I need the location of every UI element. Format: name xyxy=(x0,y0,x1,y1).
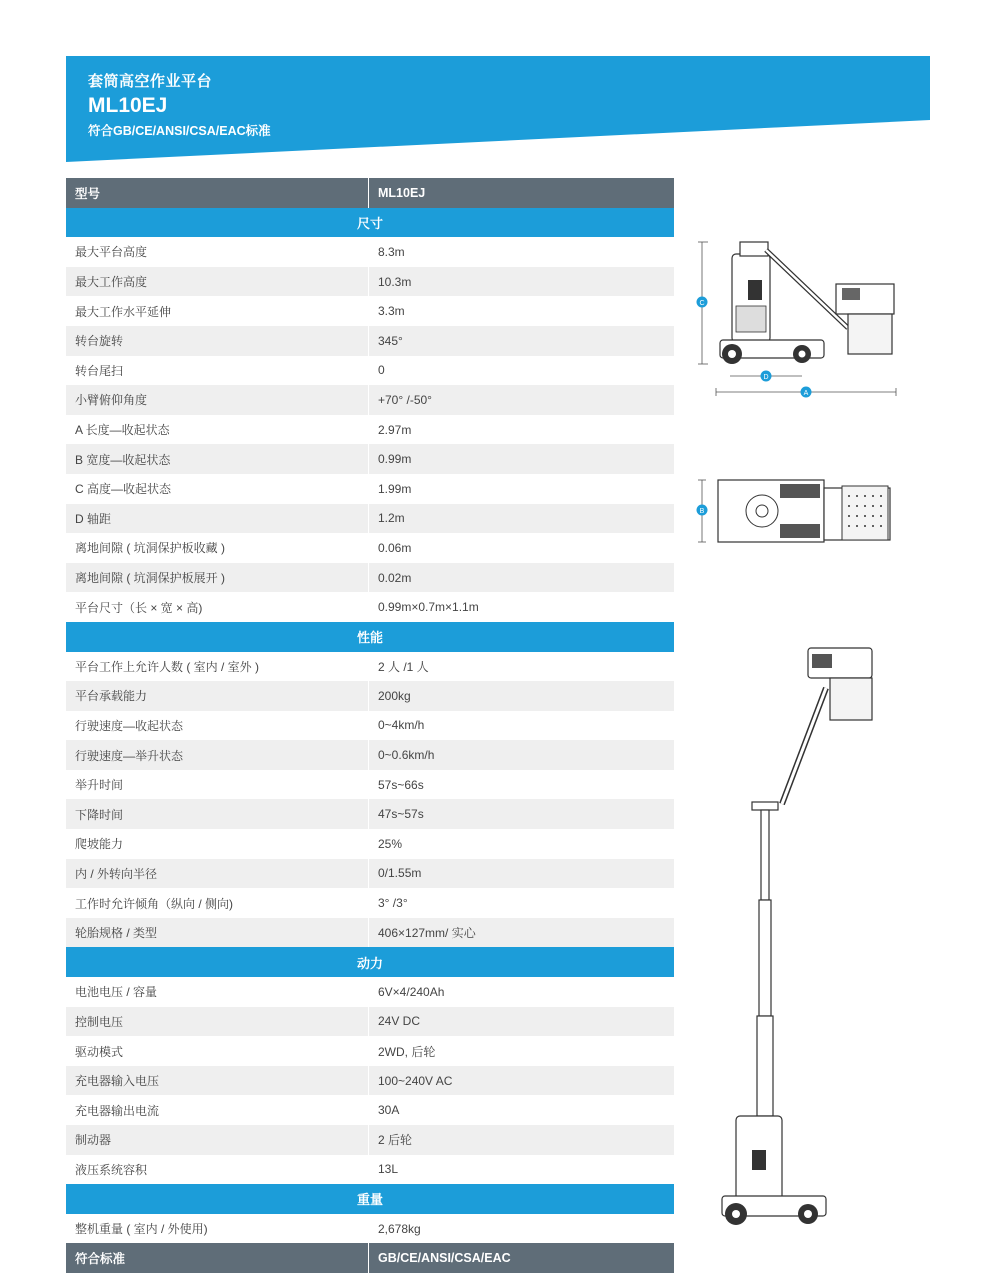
table-row xyxy=(66,326,674,356)
table-row xyxy=(66,888,674,918)
table-row xyxy=(66,652,674,682)
spec-label: 充电器输入电压 xyxy=(66,1066,369,1096)
spec-label: D 轴距 xyxy=(66,504,369,534)
table-row xyxy=(66,356,674,386)
spec-value: 0 xyxy=(378,363,385,378)
table-row xyxy=(66,1007,674,1037)
spec-value: 1.2m xyxy=(378,511,405,526)
spec-label: 爬坡能力 xyxy=(66,829,369,859)
product-model: ML10EJ xyxy=(88,94,168,117)
table-row xyxy=(66,444,674,474)
spec-value: 1.99m xyxy=(378,481,412,496)
spec-label: 平台尺寸（长 × 宽 × 高) xyxy=(66,592,369,622)
spec-value: 0~4km/h xyxy=(378,718,425,733)
spec-value: 13L xyxy=(378,1162,399,1177)
table-row xyxy=(66,740,674,770)
section-title: 尺寸 xyxy=(66,208,674,238)
spec-value: 345° xyxy=(378,333,403,348)
spec-value: 2,678kg xyxy=(378,1221,421,1236)
header-label: 型号 xyxy=(66,178,369,208)
table-row xyxy=(66,267,674,297)
marker-d-label: D xyxy=(763,374,769,381)
header-value: ML10EJ xyxy=(378,185,426,200)
spec-label: 驱动模式 xyxy=(66,1036,369,1066)
spec-label: A 长度—收起状态 xyxy=(66,415,369,445)
spec-value: 0.99m xyxy=(378,452,412,467)
table-row xyxy=(66,1214,674,1244)
spec-value: 2WD, 后轮 xyxy=(378,1044,436,1059)
marker-b-label: B xyxy=(699,508,705,515)
table-row xyxy=(66,592,674,622)
spec-value: 2 后轮 xyxy=(378,1133,413,1148)
section-title: 动力 xyxy=(66,947,674,977)
table-row xyxy=(66,296,674,326)
spec-label: 轮胎规格 / 类型 xyxy=(66,918,369,948)
spec-value: 0.06m xyxy=(378,540,412,555)
section-title: 性能 xyxy=(66,622,674,652)
table-row xyxy=(66,977,674,1007)
spec-label: 内 / 外转向半径 xyxy=(66,859,369,889)
table-row xyxy=(66,799,674,829)
table-row xyxy=(66,770,674,800)
table-row xyxy=(66,474,674,504)
spec-value: 47s~57s xyxy=(378,807,424,822)
table-row xyxy=(66,1095,674,1125)
table-row xyxy=(66,533,674,563)
spec-value: 0.02m xyxy=(378,570,412,585)
marker-c-label: C xyxy=(699,300,705,307)
spec-label: 行驶速度—举升状态 xyxy=(66,740,369,770)
spec-label: 平台承载能力 xyxy=(66,681,369,711)
spec-label: 工作时允许倾角（纵向 / 侧向) xyxy=(66,888,369,918)
spec-value: 406×127mm/ 实心 xyxy=(378,926,476,941)
spec-label: 充电器输出电流 xyxy=(66,1095,369,1125)
table-row xyxy=(66,711,674,741)
table-row xyxy=(66,504,674,534)
table-row xyxy=(66,1036,674,1066)
table-row xyxy=(66,385,674,415)
spec-label: 平台工作上允许人数 ( 室内 / 室外 ) xyxy=(66,652,369,682)
spec-value: 0.99m×0.7m×1.1m xyxy=(378,600,479,615)
spec-label: 离地间隙 ( 坑洞保护板收藏 ) xyxy=(66,533,369,563)
table-row xyxy=(66,1155,674,1185)
spec-label: 下降时间 xyxy=(66,799,369,829)
spec-label: 液压系统容积 xyxy=(66,1155,369,1185)
spec-label: 整机重量 ( 室内 / 外使用) xyxy=(66,1214,369,1244)
spec-label: 转台尾扫 xyxy=(66,356,369,386)
spec-value: 2.97m xyxy=(378,422,412,437)
spec-value: 57s~66s xyxy=(378,777,424,792)
spec-value: 10.3m xyxy=(378,274,412,289)
spec-label: 制动器 xyxy=(66,1125,369,1155)
marker-a-label: A xyxy=(803,390,809,397)
table-row xyxy=(66,415,674,445)
spec-label: C 高度—收起状态 xyxy=(66,474,369,504)
spec-value: 0/1.55m xyxy=(378,866,422,881)
table-row xyxy=(66,563,674,593)
spec-value: 100~240V AC xyxy=(378,1073,453,1088)
footer-label: 符合标准 xyxy=(66,1243,369,1273)
top-view-drawing xyxy=(694,476,894,546)
table-row xyxy=(66,918,674,948)
title-banner xyxy=(66,56,930,162)
spec-value: +70° /-50° xyxy=(378,392,432,407)
spec-value: 8.3m xyxy=(378,244,405,259)
spec-value: 3° /3° xyxy=(378,896,408,911)
table-row xyxy=(66,681,674,711)
spec-label: 行驶速度—收起状态 xyxy=(66,711,369,741)
spec-label: 举升时间 xyxy=(66,770,369,800)
spec-value: 0~0.6km/h xyxy=(378,748,435,763)
spec-value: 2 人 /1 人 xyxy=(378,659,429,674)
table-row xyxy=(66,237,674,267)
spec-value: 6V×4/240Ah xyxy=(378,984,445,999)
side-view-drawing xyxy=(696,236,902,404)
table-row xyxy=(66,1066,674,1096)
product-standards: 符合GB/CE/ANSI/CSA/EAC标准 xyxy=(88,124,271,138)
spec-label: 控制电压 xyxy=(66,1007,369,1037)
spec-value: 200kg xyxy=(378,688,411,703)
spec-label: 离地间隙 ( 坑洞保护板展开 ) xyxy=(66,563,369,593)
extended-view-drawing xyxy=(714,644,884,1236)
spec-table xyxy=(66,178,674,1273)
spec-label: 电池电压 / 容量 xyxy=(66,977,369,1007)
table-row xyxy=(66,859,674,889)
spec-value: 24V DC xyxy=(378,1014,421,1029)
table-row xyxy=(66,829,674,859)
spec-value: 30A xyxy=(378,1103,400,1118)
spec-label: 转台旋转 xyxy=(66,326,369,356)
table-header-row xyxy=(66,178,674,208)
section-title: 重量 xyxy=(66,1184,674,1214)
spec-label: 小臂俯仰角度 xyxy=(66,385,369,415)
spec-label: B 宽度—收起状态 xyxy=(66,444,369,474)
spec-label: 最大工作水平延伸 xyxy=(66,296,369,326)
footer-value: GB/CE/ANSI/CSA/EAC xyxy=(378,1251,511,1266)
spec-label: 最大平台高度 xyxy=(66,237,369,267)
spec-label: 最大工作高度 xyxy=(66,267,369,297)
spec-value: 25% xyxy=(378,836,403,851)
spec-value: 3.3m xyxy=(378,304,405,319)
product-category: 套筒高空作业平台 xyxy=(88,73,213,90)
table-row xyxy=(66,1125,674,1155)
table-footer-row xyxy=(66,1243,674,1273)
